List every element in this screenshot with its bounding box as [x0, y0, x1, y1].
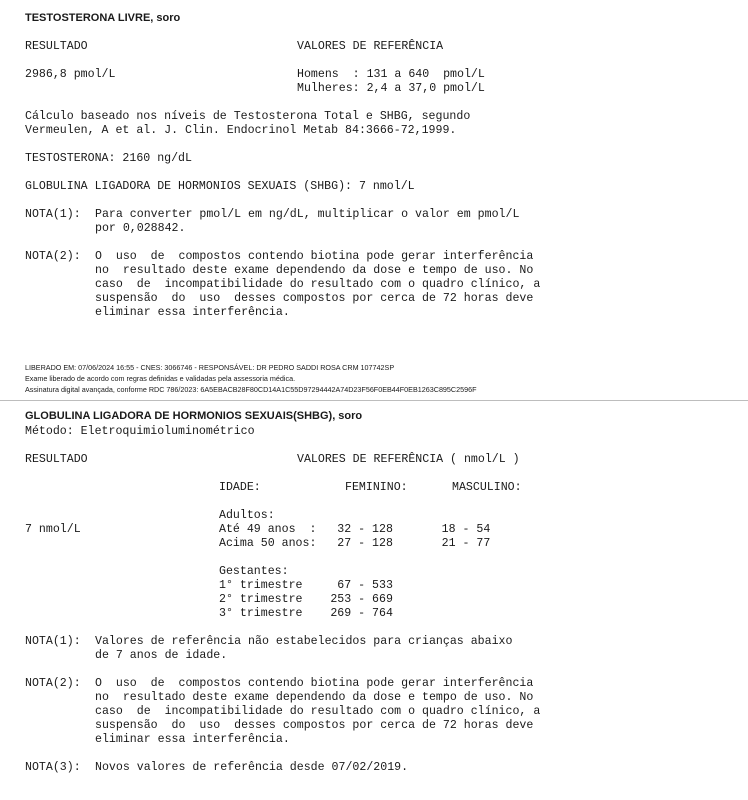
section2-ref-header: VALORES DE REFERÊNCIA ( nmol/L ) [297, 453, 520, 466]
section2-result-value: 7 nmol/L [25, 523, 81, 536]
section1-calc-line2: Vermeulen, A et al. J. Clin. Endocrinol Metab 84:3666-72,1999. [25, 124, 457, 137]
row-ate-49: Até 49 anos : 32 - 128 18 - 54 [219, 523, 491, 536]
column-idade: IDADE: [219, 481, 261, 494]
section2-result-header: RESULTADO [25, 453, 88, 466]
column-masculino: MASCULINO: [452, 481, 522, 494]
column-feminino: FEMININO: [345, 481, 408, 494]
section2-nota1-label: NOTA(1): [25, 635, 81, 648]
section2-method: Método: Eletroquimioluminométrico [25, 425, 255, 438]
section1-title: TESTOSTERONA LIVRE, soro [25, 12, 181, 24]
section1-nota2-line1: O uso de compostos contendo biotina pode gerar interferência [95, 250, 534, 263]
row-trimestre-3: 3° trimestre 269 - 764 [219, 607, 393, 620]
section1-nota2-line4: suspensão do uso desses compostos por cerca de 72 horas deve [95, 292, 534, 305]
section2-nota2-label: NOTA(2): [25, 677, 81, 690]
row-trimestre-1: 1° trimestre 67 - 533 [219, 579, 393, 592]
section1-shbg: GLOBULINA LIGADORA DE HORMONIOS SEXUAIS (SHBG): 7 nmol/L [25, 180, 415, 193]
row-trimestre-2: 2° trimestre 253 - 669 [219, 593, 393, 606]
section2-nota2-line5: eliminar essa interferência. [95, 733, 290, 746]
section1-nota1-line1: Para converter pmol/L em ng/dL, multiplicar o valor em pmol/L [95, 208, 520, 221]
section1-ref-header: VALORES DE REFERÊNCIA [297, 40, 444, 53]
row-acima-50: Acima 50 anos: 27 - 128 21 - 77 [219, 537, 491, 550]
section2-title: GLOBULINA LIGADORA DE HORMONIOS SEXUAIS(SHBG), soro [25, 410, 363, 422]
section-divider [0, 400, 748, 401]
adultos-label: Adultos: [219, 509, 275, 522]
section2-nota2-line4: suspensão do uso desses compostos por cerca de 72 horas deve [95, 719, 534, 732]
section1-ref-women: Mulheres: 2,4 a 37,0 pmol/L [297, 82, 485, 95]
section2-nota1-line2: de 7 anos de idade. [95, 649, 228, 662]
section1-ref-men: Homens : 131 a 640 pmol/L [297, 68, 485, 81]
section2-nota2-line2: no resultado deste exame dependendo da dose e tempo de uso. No [95, 691, 534, 704]
section1-nota1-line2: por 0,028842. [95, 222, 186, 235]
section1-nota2-label: NOTA(2): [25, 250, 81, 263]
release-line3: Assinatura digital avançada, conforme RDC 786/2023: 6A5EBACB28F80CD14A1C55D97294442A74D23F56F0EB44F0EB1263C895C2596F [25, 385, 477, 394]
section2-nota3-label: NOTA(3): [25, 761, 81, 774]
section2-nota2-line1: O uso de compostos contendo biotina pode gerar interferência [95, 677, 534, 690]
section1-result-value: 2986,8 pmol/L [25, 68, 116, 81]
section1-nota2-line5: eliminar essa interferência. [95, 306, 290, 319]
section1-nota2-line2: no resultado deste exame dependendo da dose e tempo de uso. No [95, 264, 534, 277]
gestantes-label: Gestantes: [219, 565, 289, 578]
section1-nota2-line3: caso de incompatibilidade do resultado com o quadro clínico, a [95, 278, 541, 291]
release-line1: LIBERADO EM: 07/06/2024 16:55 - CNES: 3066746 - RESPONSÁVEL: DR PEDRO SADDI ROSA CRM 107742SP [25, 363, 395, 372]
section2-nota3-line1: Novos valores de referência desde 07/02/2019. [95, 761, 409, 774]
release-line2: Exame liberado de acordo com regras definidas e validadas pela assessoria médica. [25, 374, 296, 383]
section1-testosterona: TESTOSTERONA: 2160 ng/dL [25, 152, 192, 165]
section2-nota2-line3: caso de incompatibilidade do resultado com o quadro clínico, a [95, 705, 541, 718]
section1-result-header: RESULTADO [25, 40, 88, 53]
section2-nota1-line1: Valores de referência não estabelecidos para crianças abaixo [95, 635, 513, 648]
section1-nota1-label: NOTA(1): [25, 208, 81, 221]
section1-calc-line1: Cálculo baseado nos níveis de Testosterona Total e SHBG, segundo [25, 110, 471, 123]
